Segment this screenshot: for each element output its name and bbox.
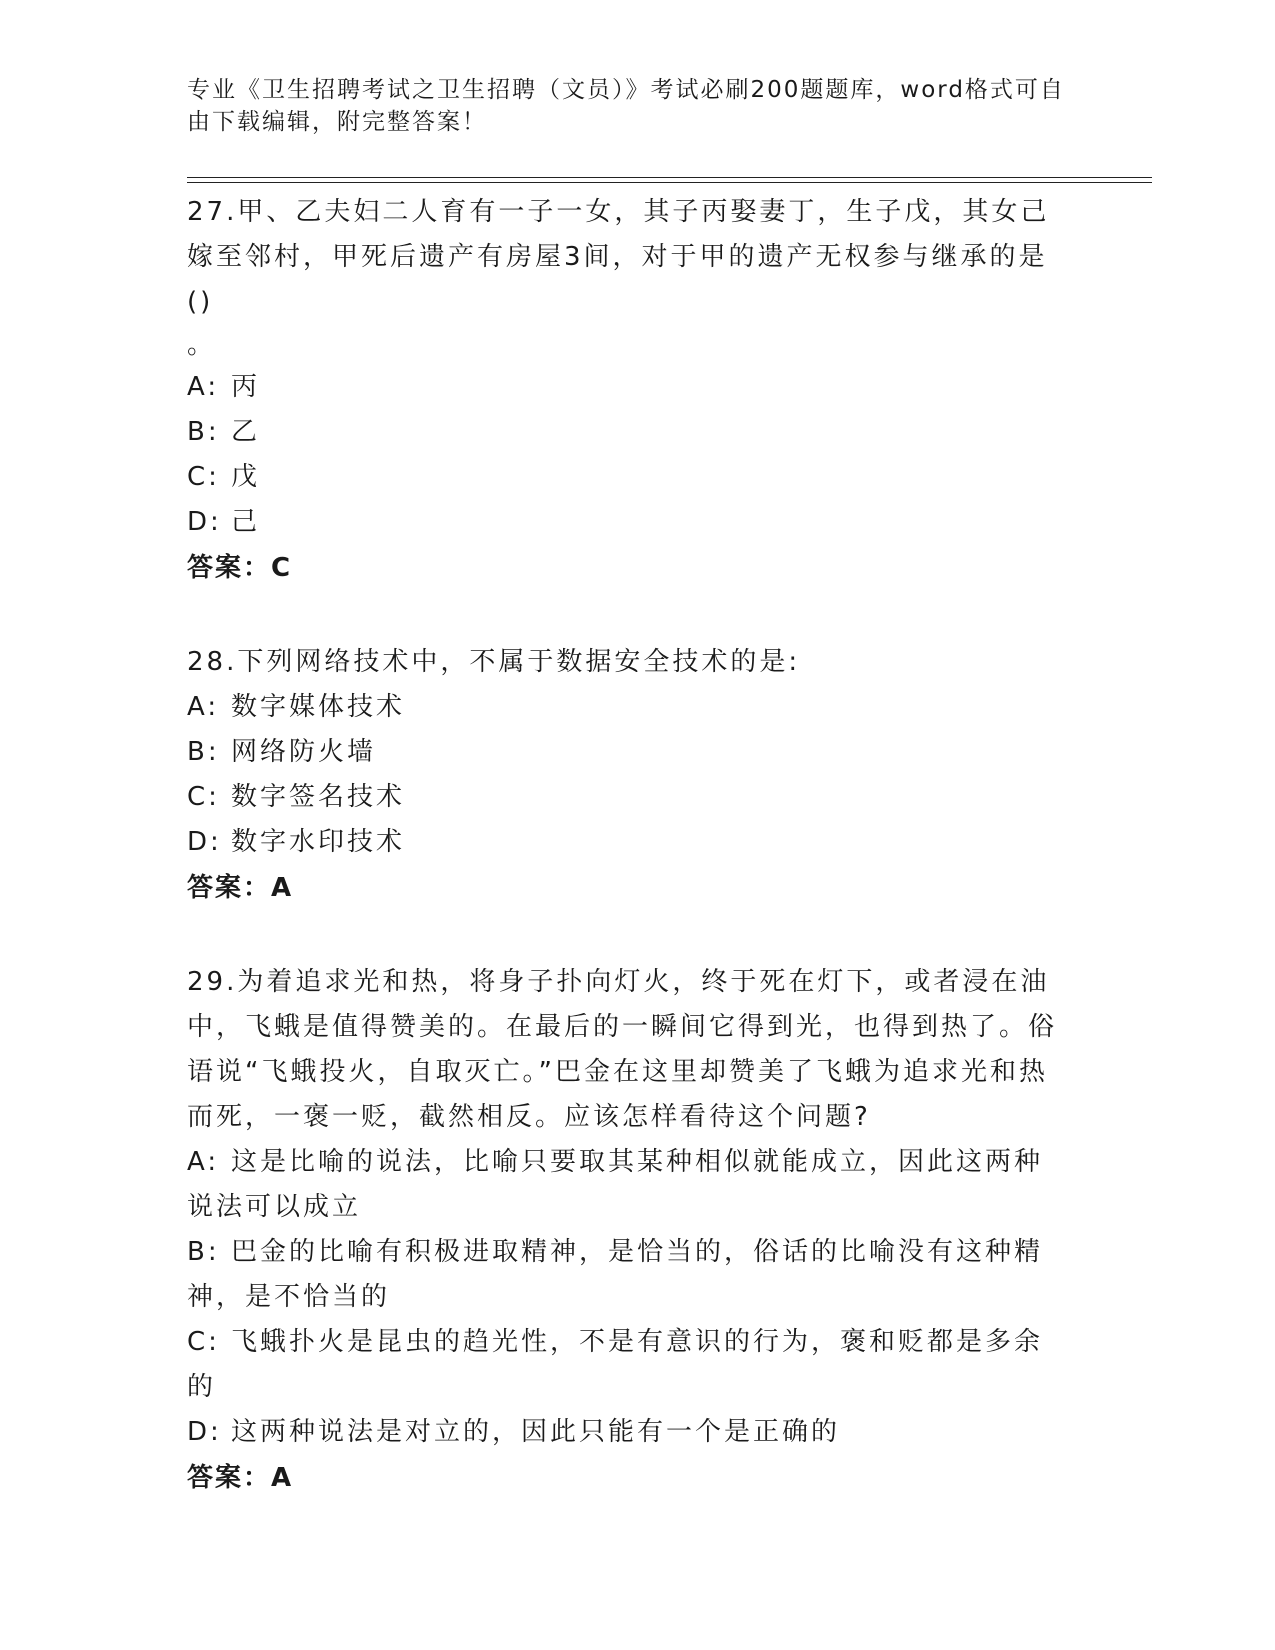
answer: 答案：A [187, 873, 294, 903]
option-text: 戊 [231, 462, 261, 492]
option-b [187, 410, 1067, 455]
option-text: 这是比喻的说法，比喻只要取其某种相似就能成立，因此这两种说法可以成立 [187, 1147, 1044, 1222]
option-text: 数字媒体技术 [231, 692, 406, 722]
question-28 [187, 640, 1067, 912]
option-b [187, 730, 1067, 775]
option-key: A: [187, 692, 220, 722]
option-b [187, 1230, 1067, 1320]
option-a [187, 1140, 1067, 1230]
question-list [187, 190, 1067, 1550]
option-d [187, 1410, 1067, 1455]
option-key: C: [187, 1327, 220, 1357]
header-divider-top [187, 177, 1152, 178]
option-a [187, 685, 1067, 730]
question-stem: 27.甲、乙夫妇二人育有一子一女，其子丙娶妻丁，生子戊，其女己嫁至邻村，甲死后遗产有房屋3间，对于甲的遗产无权参与继承的是() 。 [187, 190, 1067, 365]
document-header: 专业《卫生招聘考试之卫生招聘（文员）》考试必刷200题题库，word格式可自由下载编辑，附完整答案！ [187, 77, 1065, 135]
option-key: D: [187, 1417, 222, 1447]
option-c [187, 455, 1067, 500]
question-stem: 28.下列网络技术中，不属于数据安全技术的是: [187, 647, 801, 677]
option-c [187, 775, 1067, 820]
header-divider-bottom [187, 182, 1152, 183]
question-stem: 29.为着追求光和热，将身子扑向灯火，终于死在灯下，或者浸在油中，飞蛾是值得赞美的。在最后的一瞬间它得到光，也得到热了。俗语说“飞蛾投火，自取灭亡。”巴金在这里却赞美了飞蛾为追求光和热而死，一褒一贬，截然相反。应该怎样看待这个问题? [187, 967, 1058, 1132]
option-text: 飞蛾扑火是昆虫的趋光性，不是有意识的行为，褒和贬都是多余的 [187, 1327, 1044, 1402]
option-key: C: [187, 782, 220, 812]
option-key: A: [187, 372, 220, 402]
option-key: B: [187, 1237, 220, 1267]
option-text: 乙 [231, 417, 261, 447]
option-text: 网络防火墙 [231, 737, 377, 767]
option-key: B: [187, 417, 220, 447]
option-text: 数字水印技术 [231, 827, 406, 857]
option-text: 巴金的比喻有积极进取精神，是恰当的，俗话的比喻没有这种精神，是不恰当的 [187, 1237, 1044, 1312]
option-key: D: [187, 507, 222, 537]
option-text: 数字签名技术 [231, 782, 406, 812]
option-key: A: [187, 1147, 220, 1177]
answer: 答案：A [187, 1463, 294, 1493]
option-text: 己 [231, 507, 261, 537]
option-d [187, 820, 1067, 865]
question-stem-tail: 。 [187, 330, 217, 360]
question-27 [187, 190, 1067, 592]
option-a [187, 365, 1067, 410]
answer: 答案：C [187, 553, 293, 583]
option-key: C: [187, 462, 220, 492]
question-29 [187, 960, 1067, 1502]
option-c [187, 1320, 1067, 1410]
option-key: B: [187, 737, 220, 767]
option-key: D: [187, 827, 222, 857]
option-text: 这两种说法是对立的，因此只能有一个是正确的 [231, 1417, 841, 1447]
option-d [187, 500, 1067, 545]
option-text: 丙 [231, 372, 261, 402]
